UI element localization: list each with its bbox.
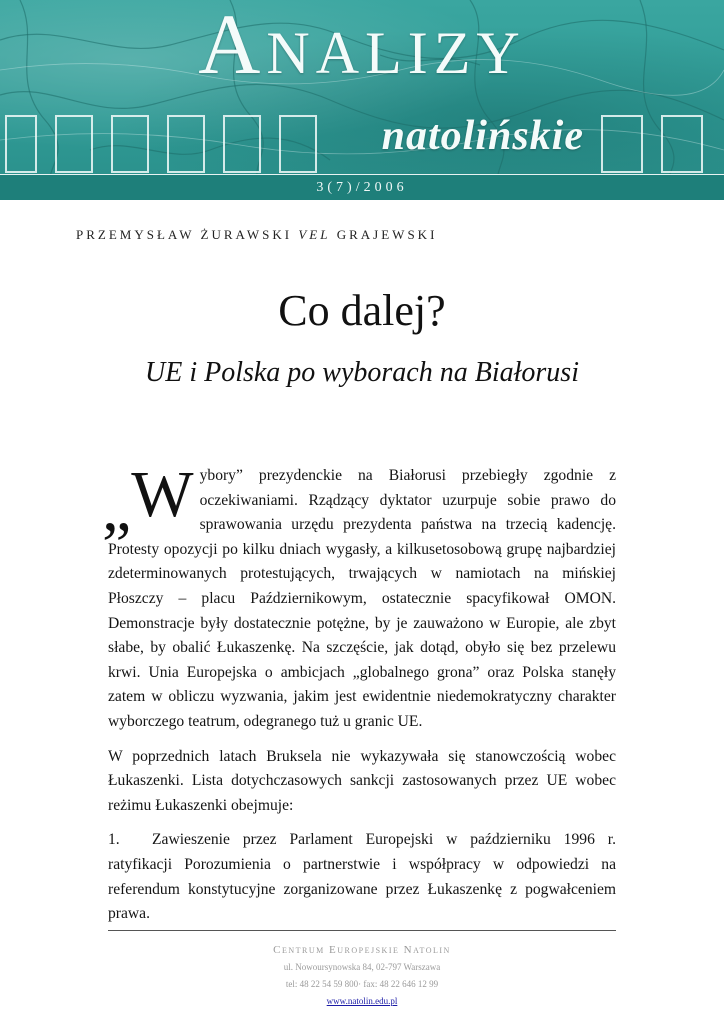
masthead-banner [0,0,724,200]
article-subtitle: UE i Polska po wyborach na Białorusi [145,357,579,388]
footer-website-link[interactable]: www.natolin.edu.pl [326,996,398,1006]
article-body [102,458,616,937]
list-item-text: Zawieszenie przez Parlament Europejski w październiku 1996 r. ratyfikacji Porozumienia o partnerstwie i współpracy w odpowiedzi na referendum konstytucyjne zorganizowane przez Łukaszenkę z pogwałceniem prawa. [108,831,616,923]
author-last-name: GRAJEWSKI [336,227,438,242]
footer-divider [108,930,616,931]
series-subtitle: natolińskie [381,113,584,159]
drop-cap [102,458,194,545]
list-item-1 [108,828,616,926]
author-first-name: PRZEMYSŁAW ŻURAWSKI [76,227,293,242]
issue-number: 3(7)/2006 [0,174,724,200]
list-item-number: 1. [108,831,120,849]
drop-cap-letter: W [131,458,194,531]
footer-phone: tel: 48 22 54 59 800· fax: 48 22 646 12 99 [285,979,439,989]
article-title: Co dalej? [278,286,446,335]
footer-address: ul. Nowoursynowska 84, 02-797 Warszawa [283,962,441,972]
paragraph-1-text: ybory” prezydenckie na Białorusi przebiegły zgodnie z oczekiwaniami. Rządzący dyktator uzurpuje sobie prawo do sprawowania urzędu prezydenta państwa na trzecią kadencję. Protesty opozycji po kilku dniach wygasły, a kilkusetosobową grupę najbardziej zdeterminowanych protestujących, trwających w namiotach na mińskiej Płoszczy – placu Październikowym, ostatecznie spacyfikował OMON. Demonstracje były dostatecznie potężne, by je zauważono w Europie, ale zbyt słabe, by obalić Łukaszenkę. Na szczęście, jak dotąd, obyło się bez przelewu krwi. Unia Europejska o ambicjach „globalnego grona” oraz Polska stanęły zatem w obliczu wyzwania, jakim jest ewidentnie niedemokratyczny charakter wyborczego teatrum, odegranego tuż u granic UE. [108,467,616,730]
paragraph-1 [102,458,616,735]
paragraph-2: W poprzednich latach Bruksela nie wykazywała się stanowczością wobec Łukaszenki. Lista dotychczasowych sankcji zastosowanych przez UE wobec reżimu Łukaszenki obejmuje: [108,747,616,814]
footer-organization: Centrum Europejskie Natolin [273,944,451,956]
author-vel: VEL [298,227,331,242]
drop-cap-quote: „ [102,472,132,545]
series-title: Analizy [198,0,526,92]
author-line [76,227,437,243]
footer [0,942,724,1010]
